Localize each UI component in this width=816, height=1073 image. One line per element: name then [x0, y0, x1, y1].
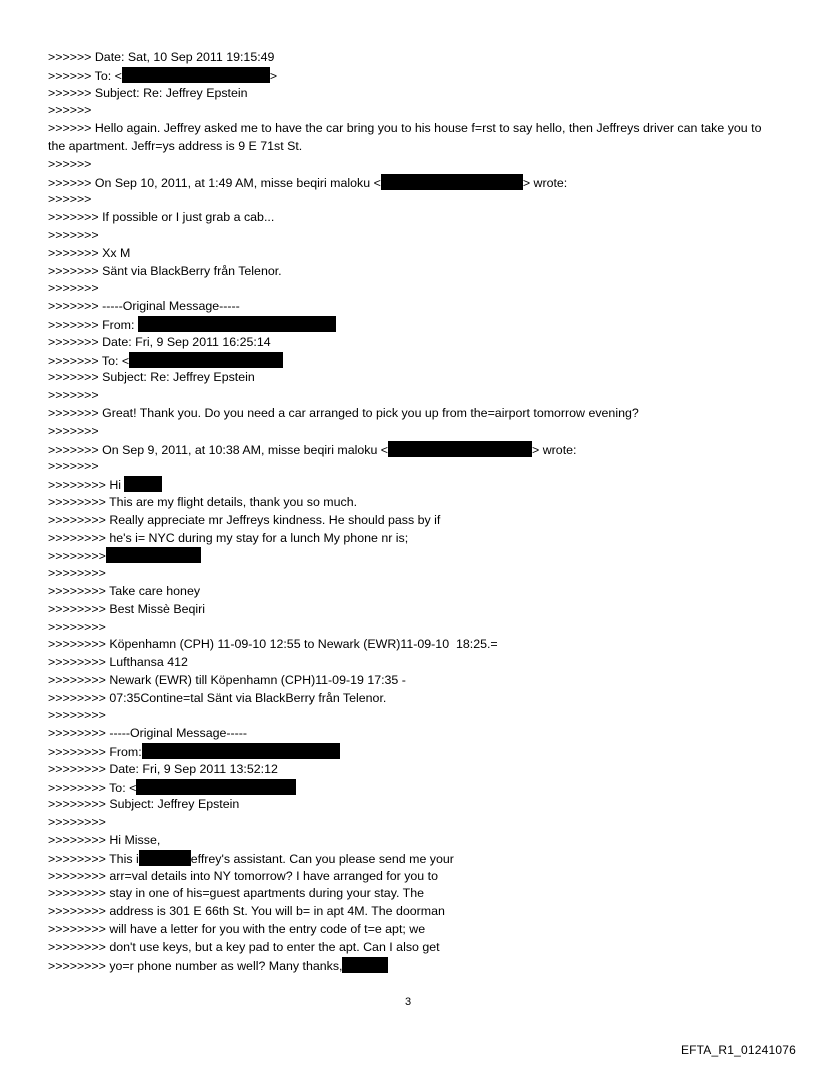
text-line: >>>>>>> On Sep 9, 2011, at 10:38 AM, misse beqiri maloku < > wrote: [48, 442, 577, 457]
text-line: >>>>>>>> Take care honey [48, 583, 201, 598]
text-line: >>>>>>>> [48, 619, 106, 634]
text-line: >>>>>>>> Date: Fri, 9 Sep 2011 13:52:12 [48, 761, 278, 776]
redaction-box [139, 850, 191, 866]
text-line: >>>>>>>> Newark (EWR) till Köpenhamn (CPH)11-09-19 17:35 - [48, 672, 406, 687]
text-line: >>>>>>> Xx M [48, 245, 131, 260]
redaction-box [124, 476, 162, 492]
redaction-box [106, 547, 201, 563]
text-line: >>>>>>>> he's i= NYC during my stay for a lunch My phone nr is; [48, 530, 409, 545]
text-line: >>>>>> Hello again. Jeffrey asked me to have the car bring you to his house f=rst to say hello, then Jeffreys driver can take you to the apartment. Jeffr=ys address is 9 E 71st St. [48, 121, 762, 153]
text-line: >>>>>> [48, 156, 92, 171]
text-line: >>>>>>> Date: Fri, 9 Sep 2011 16:25:14 [48, 334, 271, 349]
text-line: >>>>>>>> To: < [48, 779, 768, 797]
redaction-box [381, 174, 523, 190]
text-line: >>>>>>> [48, 227, 99, 242]
email-thread-body [48, 49, 768, 974]
text-line: >>>>>>>> Best Missè Beqiri [48, 601, 206, 616]
redaction-box [138, 316, 336, 332]
redaction-box [342, 957, 388, 973]
redaction-box [129, 352, 283, 368]
text-line: >>>>>>>> Lufthansa 412 [48, 655, 188, 670]
text-line: >>>>>>>> Köpenhamn (CPH) 11-09-10 12:55 to Newark (EWR)11-09-10 18:25.= [48, 637, 498, 652]
text-line: >>>>>>> To: < [48, 352, 768, 370]
text-line: >>>>>>>> 07:35Contine=tal Sänt via BlackBerry från Telenor. [48, 690, 387, 705]
text-line: >>>>>> [48, 192, 92, 207]
text-line: >>>>>>>> [48, 547, 768, 565]
document-id: EFTA_R1_01241076 [680, 1043, 796, 1057]
text-line: >>>>>>>> This i effrey's assistant. Can you please send me your [48, 851, 454, 866]
redaction-box [388, 441, 532, 457]
text-line: >>>>>>> [48, 388, 99, 403]
text-line: >>>>>>>> Really appreciate mr Jeffreys kindness. He should pass by if [48, 512, 441, 527]
text-line: >>>>>>>> [48, 708, 106, 723]
text-line: >>>>>>> [48, 459, 99, 474]
text-line: >>>>>>>> This are my flight details, thank you so much. [48, 494, 358, 509]
text-line: >>>>>>>> will have a letter for you with the entry code of t=e apt; we [48, 922, 426, 937]
text-line: >>>>>>>> address is 301 E 66th St. You will b= in apt 4M. The doorman [48, 904, 445, 919]
text-line: >>>>>>>> From: [48, 743, 768, 761]
text-line: >>>>>>> -----Original Message----- [48, 299, 240, 314]
text-line: >>>>>> On Sep 10, 2011, at 1:49 AM, misse beqiri maloku < > wrote: [48, 175, 568, 190]
text-line: >>>>>>>> [48, 566, 106, 581]
text-line: >>>>>>> Sänt via BlackBerry från Telenor. [48, 263, 282, 278]
text-line: >>>>>>>> yo=r phone number as well? Many thanks, [48, 957, 768, 975]
text-line: >>>>>>>> stay in one of his=guest apartments during your stay. The [48, 886, 424, 901]
text-line: >>>>>> Date: Sat, 10 Sep 2011 19:15:49 [48, 50, 275, 64]
redaction-box [142, 743, 340, 759]
text-line: >>>>>>>> Hi [48, 476, 768, 494]
text-line: >>>>>>> Great! Thank you. Do you need a car arranged to pick you up from the=airport tomorrow evening? [48, 405, 639, 420]
text-line: >>>>>>>> Subject: Jeffrey Epstein [48, 797, 240, 812]
redaction-box [136, 779, 296, 795]
text-line: >>>>>>>> don't use keys, but a key pad to enter the apt. Can I also get [48, 939, 440, 954]
text-line: >>>>>>>> [48, 815, 106, 830]
text-line: >>>>>>> From: [48, 316, 768, 334]
text-line: >>>>>>>> Hi Misse, [48, 833, 161, 848]
text-line: >>>>>>>> arr=val details into NY tomorrow? I have arranged for you to [48, 868, 438, 883]
text-line: >>>>>>> Subject: Re: Jeffrey Epstein [48, 370, 255, 385]
text-line: >>>>>>> [48, 281, 99, 296]
text-line: >>>>>>>> -----Original Message----- [48, 726, 248, 741]
page-number: 3 [404, 996, 412, 1008]
redaction-box [122, 67, 270, 83]
text-line: >>>>>> [48, 103, 92, 118]
text-line: >>>>>> Subject: Re: Jeffrey Epstein [48, 85, 248, 100]
text-line: >>>>>>> If possible or I just grab a cab... [48, 210, 275, 225]
text-line: >>>>>>> [48, 423, 99, 438]
text-line: >>>>>> To: < > [48, 68, 278, 83]
